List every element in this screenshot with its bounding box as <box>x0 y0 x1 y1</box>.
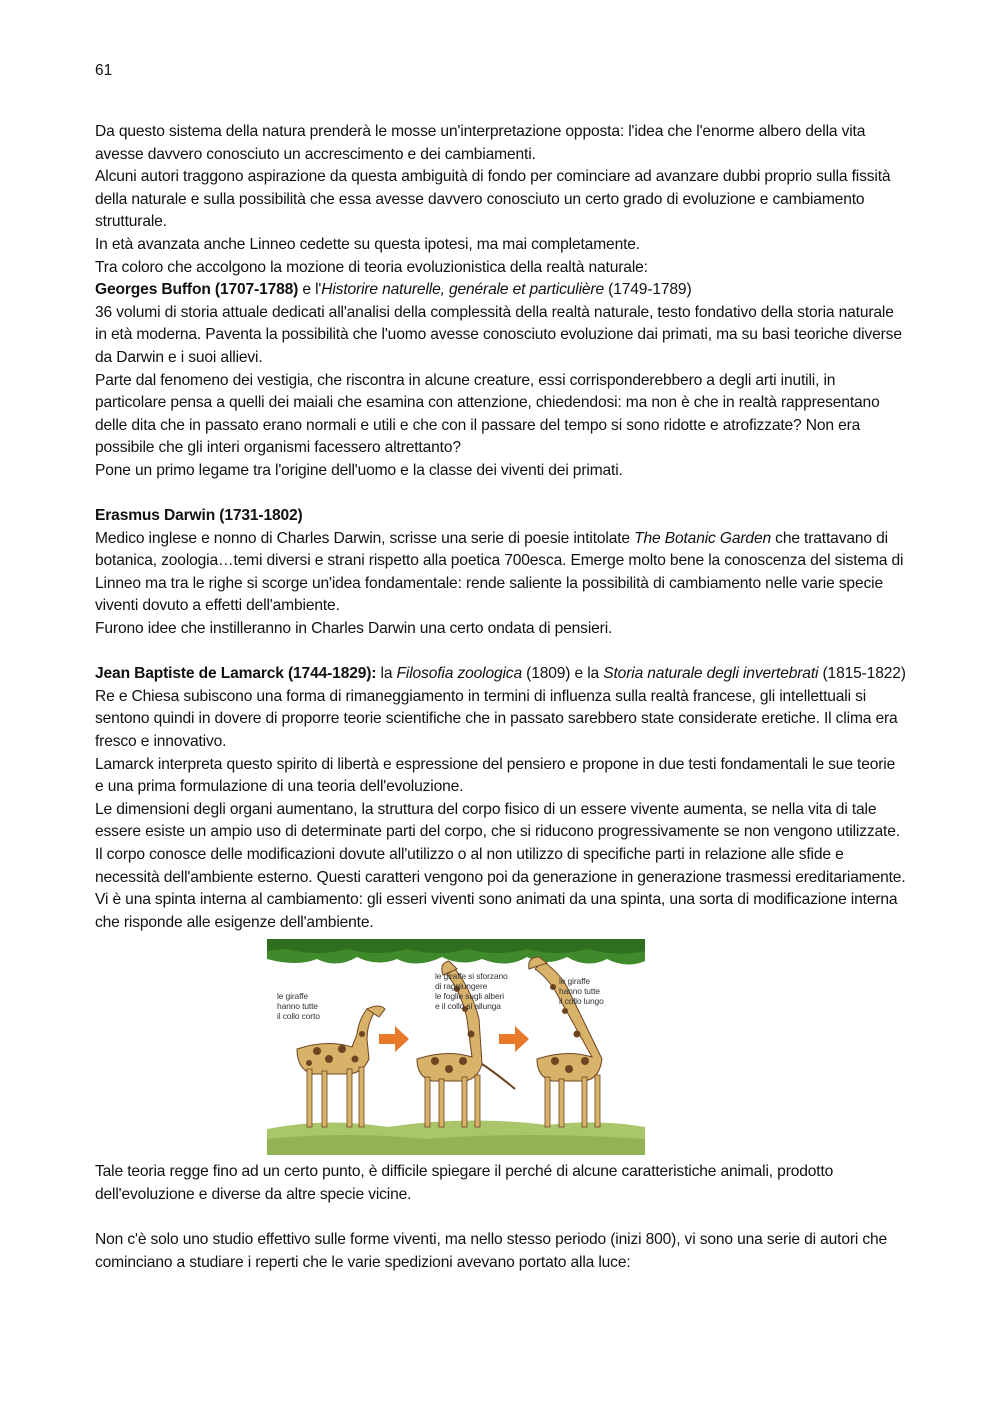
giraffe-evolution-figure <box>267 939 645 1155</box>
text-span: (1809) e la <box>521 665 604 683</box>
erasmus-heading <box>95 505 907 528</box>
paragraph: Re e Chiesa subiscono una forma di rimaneggiamento in termini di influenza sulla realtà francese, gli intellettuali si sentono quindi in dovere di proporre teorie scientifiche che in passato sarebbero state considerate eretiche. Il clima era fresco e innovativo. <box>95 687 898 751</box>
text-span: la <box>376 665 397 683</box>
giraffe-illustration <box>267 939 645 1155</box>
paragraph: Parte dal fenomeno dei vestigia, che riscontra in alcune creature, essi corrisponderebbero a degli arti inutili, in particolare pensa a quelli dei maiali che esamina con attenzione, chiedendosi: ma non è che in realtà rappresentano delle dita che in passato erano normali e utili e che con il passare del tempo si sono ridotte e atrofizzate? Non era possibile che gli interi organismi facessero altrettanto? <box>95 371 880 457</box>
lamarck-work-title: Storia naturale degli invertebrati <box>603 665 819 683</box>
paragraph: In età avanzata anche Linneo cedette su questa ipotesi, ma mai completamente. <box>95 235 640 253</box>
text-span: (1749-1789) <box>604 281 692 299</box>
paragraph: Lamarck interpreta questo spirito di libertà e espressione del pensiero e propone in due testi fondamentali le sue teorie e una prima formulazione di una teoria dell'evoluzione. <box>95 755 896 796</box>
paragraph: Non c'è solo uno studio effettivo sulle forme viventi, ma nello stesso periodo (inizi 800), vi sono una serie di autori che cominciano a studiare i reperti che le varie spedizioni avevano portato alla luce: <box>95 1231 888 1271</box>
paragraph: Le dimensioni degli organi aumentano, la struttura del corpo fisico di un essere vivente aumenta, se nella vita di tale essere esiste un ampio uso di determinate parti del corpo, che si riducono progressivamente se non vengono utilizzate. Il corpo conosce delle modificazioni dovute all'utilizzo o al non utilizzo di specifiche parti in relazione alle sfide e necessità dell'ambiente esterno. Questi caratteri vengono poi da generazione in generazione trasmessi ereditariamente. <box>95 800 906 886</box>
paragraph: 36 volumi di storia attuale dedicati all'analisi della complessità della realtà naturale, testo fondativo della storia naturale in età moderna. Paventa la possibilità che l'uomo avesse conosciuto evoluzione dai primati, ma su basi teoriche diverse da Darwin e i suoi allievi. <box>95 303 902 366</box>
buffon-name: Georges Buffon (1707-1788) <box>95 281 299 299</box>
lamarck-name: Jean Baptiste de Lamarck (1744-1829): <box>95 665 377 683</box>
figure-label-stretching: le giraffe si sforzano di raggiungere le foglie sugli alberi e il collo si allunga <box>435 971 508 1012</box>
figure-label-long-neck: le giraffe hanno tutte il collo lungo <box>559 976 604 1007</box>
paragraph: Vi è una spinta interna al cambiamento: gli esseri viventi sono animati da una spinta, una sorta di modificazione interna che risponde alle esigenze dell'ambiente. <box>95 891 898 931</box>
figure-label-short-neck: le giraffe hanno tutte il collo corto <box>277 991 320 1022</box>
text-span: Medico inglese e nonno di Charles Darwin, scrisse una serie di poesie intitolate <box>95 529 635 547</box>
text-span: e l' <box>298 281 322 299</box>
lamarck-work-title: Filosofia zoologica <box>396 665 522 683</box>
paragraph: Da questo sistema della natura prenderà le mosse un'interpretazione opposta: l'idea che l'enorme albero della vita avesse davvero conosciuto un accrescimento e dei cambiamenti. <box>95 123 866 163</box>
text-span: (1815-1822) <box>818 665 906 683</box>
text-span: che trattavano di botanica, zoologia…temi diversi e strani rispetto alla poetica 700esca. Emerge molto bene la conoscenza del sistema di Linneo ma tra le righe si scorge un'idea fondamentale: rende saliente la possibilità di cambiamento nelle varie specie viventi dovuto a effetti dell'ambiente. <box>95 529 904 615</box>
erasmus-work-title: The Botanic Garden <box>634 529 771 547</box>
buffon-heading <box>95 279 907 302</box>
paragraph: Pone un primo legame tra l'origine dell'uomo e la classe dei viventi dei primati. <box>95 461 623 479</box>
paragraph <box>95 528 907 618</box>
buffon-work-title: Historire naturelle, genérale et particulière <box>321 281 604 299</box>
paragraph: Alcuni autori traggono aspirazione da questa ambiguità di fondo per cominciare ad avanzare dubbi proprio sulla fissità della naturale e sulla possibilità che essa avesse davvero conosciuto un certo grado di evoluzione e cambiamento strutturale. <box>95 168 891 231</box>
paragraph: Furono idee che instilleranno in Charles Darwin una certo ondata di pensieri. <box>95 620 613 638</box>
lamarck-heading <box>95 663 907 686</box>
document-body <box>95 121 907 1274</box>
erasmus-name: Erasmus Darwin (1731-1802) <box>95 507 303 525</box>
paragraph: Tale teoria regge fino ad un certo punto, è difficile spiegare il perché di alcune caratteristiche animali, prodotto dell'evoluzione e diverse da altre specie vicine. <box>95 1163 834 1203</box>
paragraph: Tra coloro che accolgono la mozione di teoria evoluzionistica della realtà naturale: <box>95 258 648 276</box>
page-number: 61 <box>95 62 113 79</box>
